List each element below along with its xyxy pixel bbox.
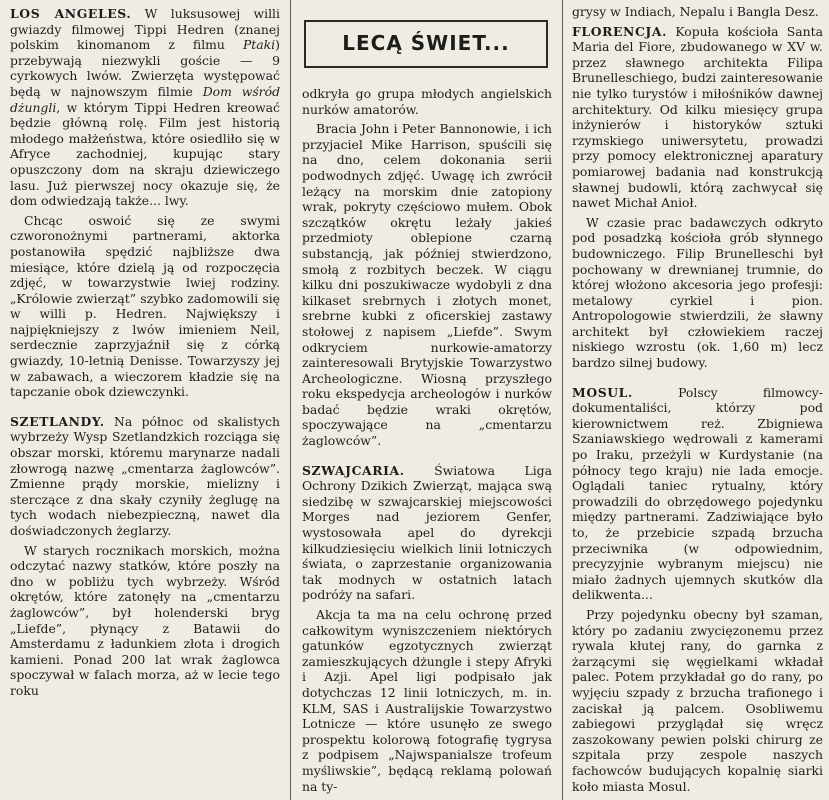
column-3: [566, 0, 829, 800]
film-title: Dom wśród dżungli: [10, 83, 280, 115]
column-2: [294, 0, 560, 800]
article-los-angeles-p1: LOS ANGELES. W luksusowej willi gwiazdy filmowej Tippi Hedren (znanej polskim kinomanom z filmu Ptaki) przebywają niezwykli goście — 9 cyrkowych lwów. Zwierzęta występować będą w najnowszym filmie Dom wśród dżungli, w którym Tippi Hedren kreować będzie główną rolę. Film jest historią młodego małżeństwa, które osiedliło się w Afryce zachodniej, kupując stary opuszczony dom na skraju dziewiczego lasu. Już pierwszej nocy okazuje się, że dom odwiedzają także... lwy.: [10, 6, 280, 209]
dateline-mosul: MOSUL.: [572, 384, 633, 400]
article-szetlandy-p1: SZETLANDY. Na północ od skalistych wybrzeży Wysp Szetlandzkich rozciąga się obszar morski, któremu marynarze nadali złowrogą nazwę „cmentarza żaglowców”. Zmienne prądy morskie, mielizny i sterczące z dna skały czyniły żeglugę na tych wodach niebezpieczną, nawet dla doświadczonych żeglarzy.: [10, 413, 280, 538]
article-mosul-p1: MOSUL. Polscy filmowcy-dokumentaliści, którzy pod kierownictwem reż. Zbigniewa Szaniawskiego wędrowali z kamerami po Iraku, przeżyli w Kurdystanie (na północy tego kraju) nie lada emocje. Oglądali taniec rytualny, który prowadzili do obrzędowego pojedynku między partnerami. Zadziwiające było to, że przebicie szpadą brzucha przeciwnika (w odpowiednim, precyzyjnie wybranym miejscu) nie miało żadnych ujemnych skutków dla delikwenta...: [572, 384, 823, 603]
column-divider: [562, 0, 563, 800]
article-szwajcaria-p3: grysy w Indiach, Nepalu i Bangla Desz.: [572, 4, 819, 19]
article-florencja-p2: W czasie prac badawczych odkryto pod posadzką kościoła grób słynnego budowniczego. Filip Brunelleschi był pochowany w drewnianej trumnie, do której włożono akcesoria jego profesji: metalowy cyrkiel i pion. Antropologowie stwierdzili, że sławny architekt był człowiekiem raczej niskiego wzrostu (ok. 1,60 m) lecz bardzo silnej budowy.: [572, 214, 823, 371]
column-divider: [290, 0, 291, 800]
article-los-angeles-p2: Chcąc oswoić się ze swymi czworonożnymi partnerami, aktorka postanowiła spędzić najbliższe dwa miesiące, które dzielą ją od rozpoczęcia zdjęć, w towarzystwie lwiej rodziny. „Królowie zwierząt” szybko zadomowili się w willi p. Hedren. Największy i najpiękniejszy z lwów imieniem Neil, serdecznie zaprzyjaźnił się z córką gwiazdy, 10-letnią Denisse. Towarzyszy jej w zabawach, a wieczorem kładzie się na tapczanie obok dziewczynki.: [10, 212, 280, 400]
article-szetlandy-p3: odkryła go grupa młodych angielskich nurków amatorów.: [302, 86, 552, 117]
column-1: [0, 0, 288, 800]
article-szwajcaria-p2: Akcja ta ma na celu ochronę przed całkowitym wyniszczeniem niektórych gatunków egzotycznych zwierząt zamieszkujących dżungle i stepy Afryki i Azji. Apel ligi podpisało jak dotychczas 12 linii lotniczych, m. in. KLM, SAS i Australijskie Towarzystwo Lotnicze — które usunęło ze swego prospektu kolorową fotografię tygrysa z podpisem „Najwspanialsze trofeum myśliwskie”, będącą reklamą polowań na ty-: [302, 607, 552, 794]
article-szwajcaria-p1: SZWAJCARIA. Światowa Liga Ochrony Dzikich Zwierząt, mająca swą siedzibę w szwajcarskiej miejscowości Morges nad jeziorem Genfer, wystosowała apel do dyrekcji kilkudziesięciu wielkich linii lotniczych świata, o zaprzestanie organizowania tak modnych w ostatnich latach podróży na safari.: [302, 462, 552, 603]
article-florencja-p1: FLORENCJA. Kopuła kościoła Santa Maria del Fiore, zbudowanego w XV w. przez sławnego architekta Filipa Brunelleschiego, budzi zainteresowanie nie tylko turystów i miłośników dawnej architektury. Od kilku miesięcy grupa inżynierów i historyków sztuki rzymskiego uniwersytetu, prowadzi przy pomocy elektronicznej aparatury pomiarowej badania nad konstrukcją sławnej budowli, którą zachwycał się nawet Michał Anioł.: [572, 23, 823, 211]
dateline-szwajcaria: SZWAJCARIA.: [302, 462, 405, 478]
section-title-box: [304, 20, 548, 68]
dateline-los-angeles: LOS ANGELES.: [10, 6, 132, 21]
dateline-szetlandy: SZETLANDY.: [10, 413, 105, 429]
dateline-florencja: FLORENCJA.: [572, 23, 668, 39]
article-mosul-p2: Przy pojedynku obecny był szaman, który po zadaniu zwycięzonemu przez rywala kłutej rany, do garnka z żarzącymi się węgielkami wkładał palec. Potem przykładał go do rany, po wyjęciu szpady z brzucha trafionego i zaciskał ją palcem. Osobliwemu zabiegowi przyglądał się wręcz zaszokowany pewien polski chirurg ze szpitala przy zespole naszych fachowców budujących kopalnię siarki koło miasta Mosul.: [572, 606, 823, 794]
section-title: LECĄ ŚWIET...: [342, 31, 510, 56]
article-szetlandy-p2: W starych rocznikach morskich, można odczytać nazwy statków, które poszły na dno w pobliżu tych wybrzeży. Wśród okrętów, które zatonęły na „cmentarzu żaglowców”, był holenderski bryg „Liefde”, płynący z Batawii do Amsterdamu z ładunkiem złota i drogich kamieni. Ponad 200 lat wrak żaglowca spoczywał w falach morza, aż w lecie tego roku: [10, 542, 280, 698]
film-title: Ptaki: [242, 37, 276, 53]
article-szetlandy-p4: Bracia John i Peter Bannonowie, i ich przyjaciel Mike Harrison, spuścili się na dno, celem dokonania serii podwodnych zdjęć. Uwagę ich zwrócił leżący na morskim dnie zatopiony wrak, pokryty częściowo mułem. Obok szczątków okrętu leżały jakieś przedmioty oblepione czarną substancją, jak później stwierdzono, smołą z rozbitych beczek. W ciągu kilku dni poszukiwacze wydobyli z dna kilkaset srebrnych i złotych monet, srebrne kubki z oficerskiej zastawy stołowej z napisem „Liefde”. Swym odkryciem nurkowie-amatorzy zainteresowali Brytyjskie Towarzystwo Archeologiczne. Wiosną przyszłego roku ekspedycja archeologów i nurków badać będzie wraki okrętów, spoczywające na „cmentarzu żaglowców”.: [302, 121, 552, 449]
